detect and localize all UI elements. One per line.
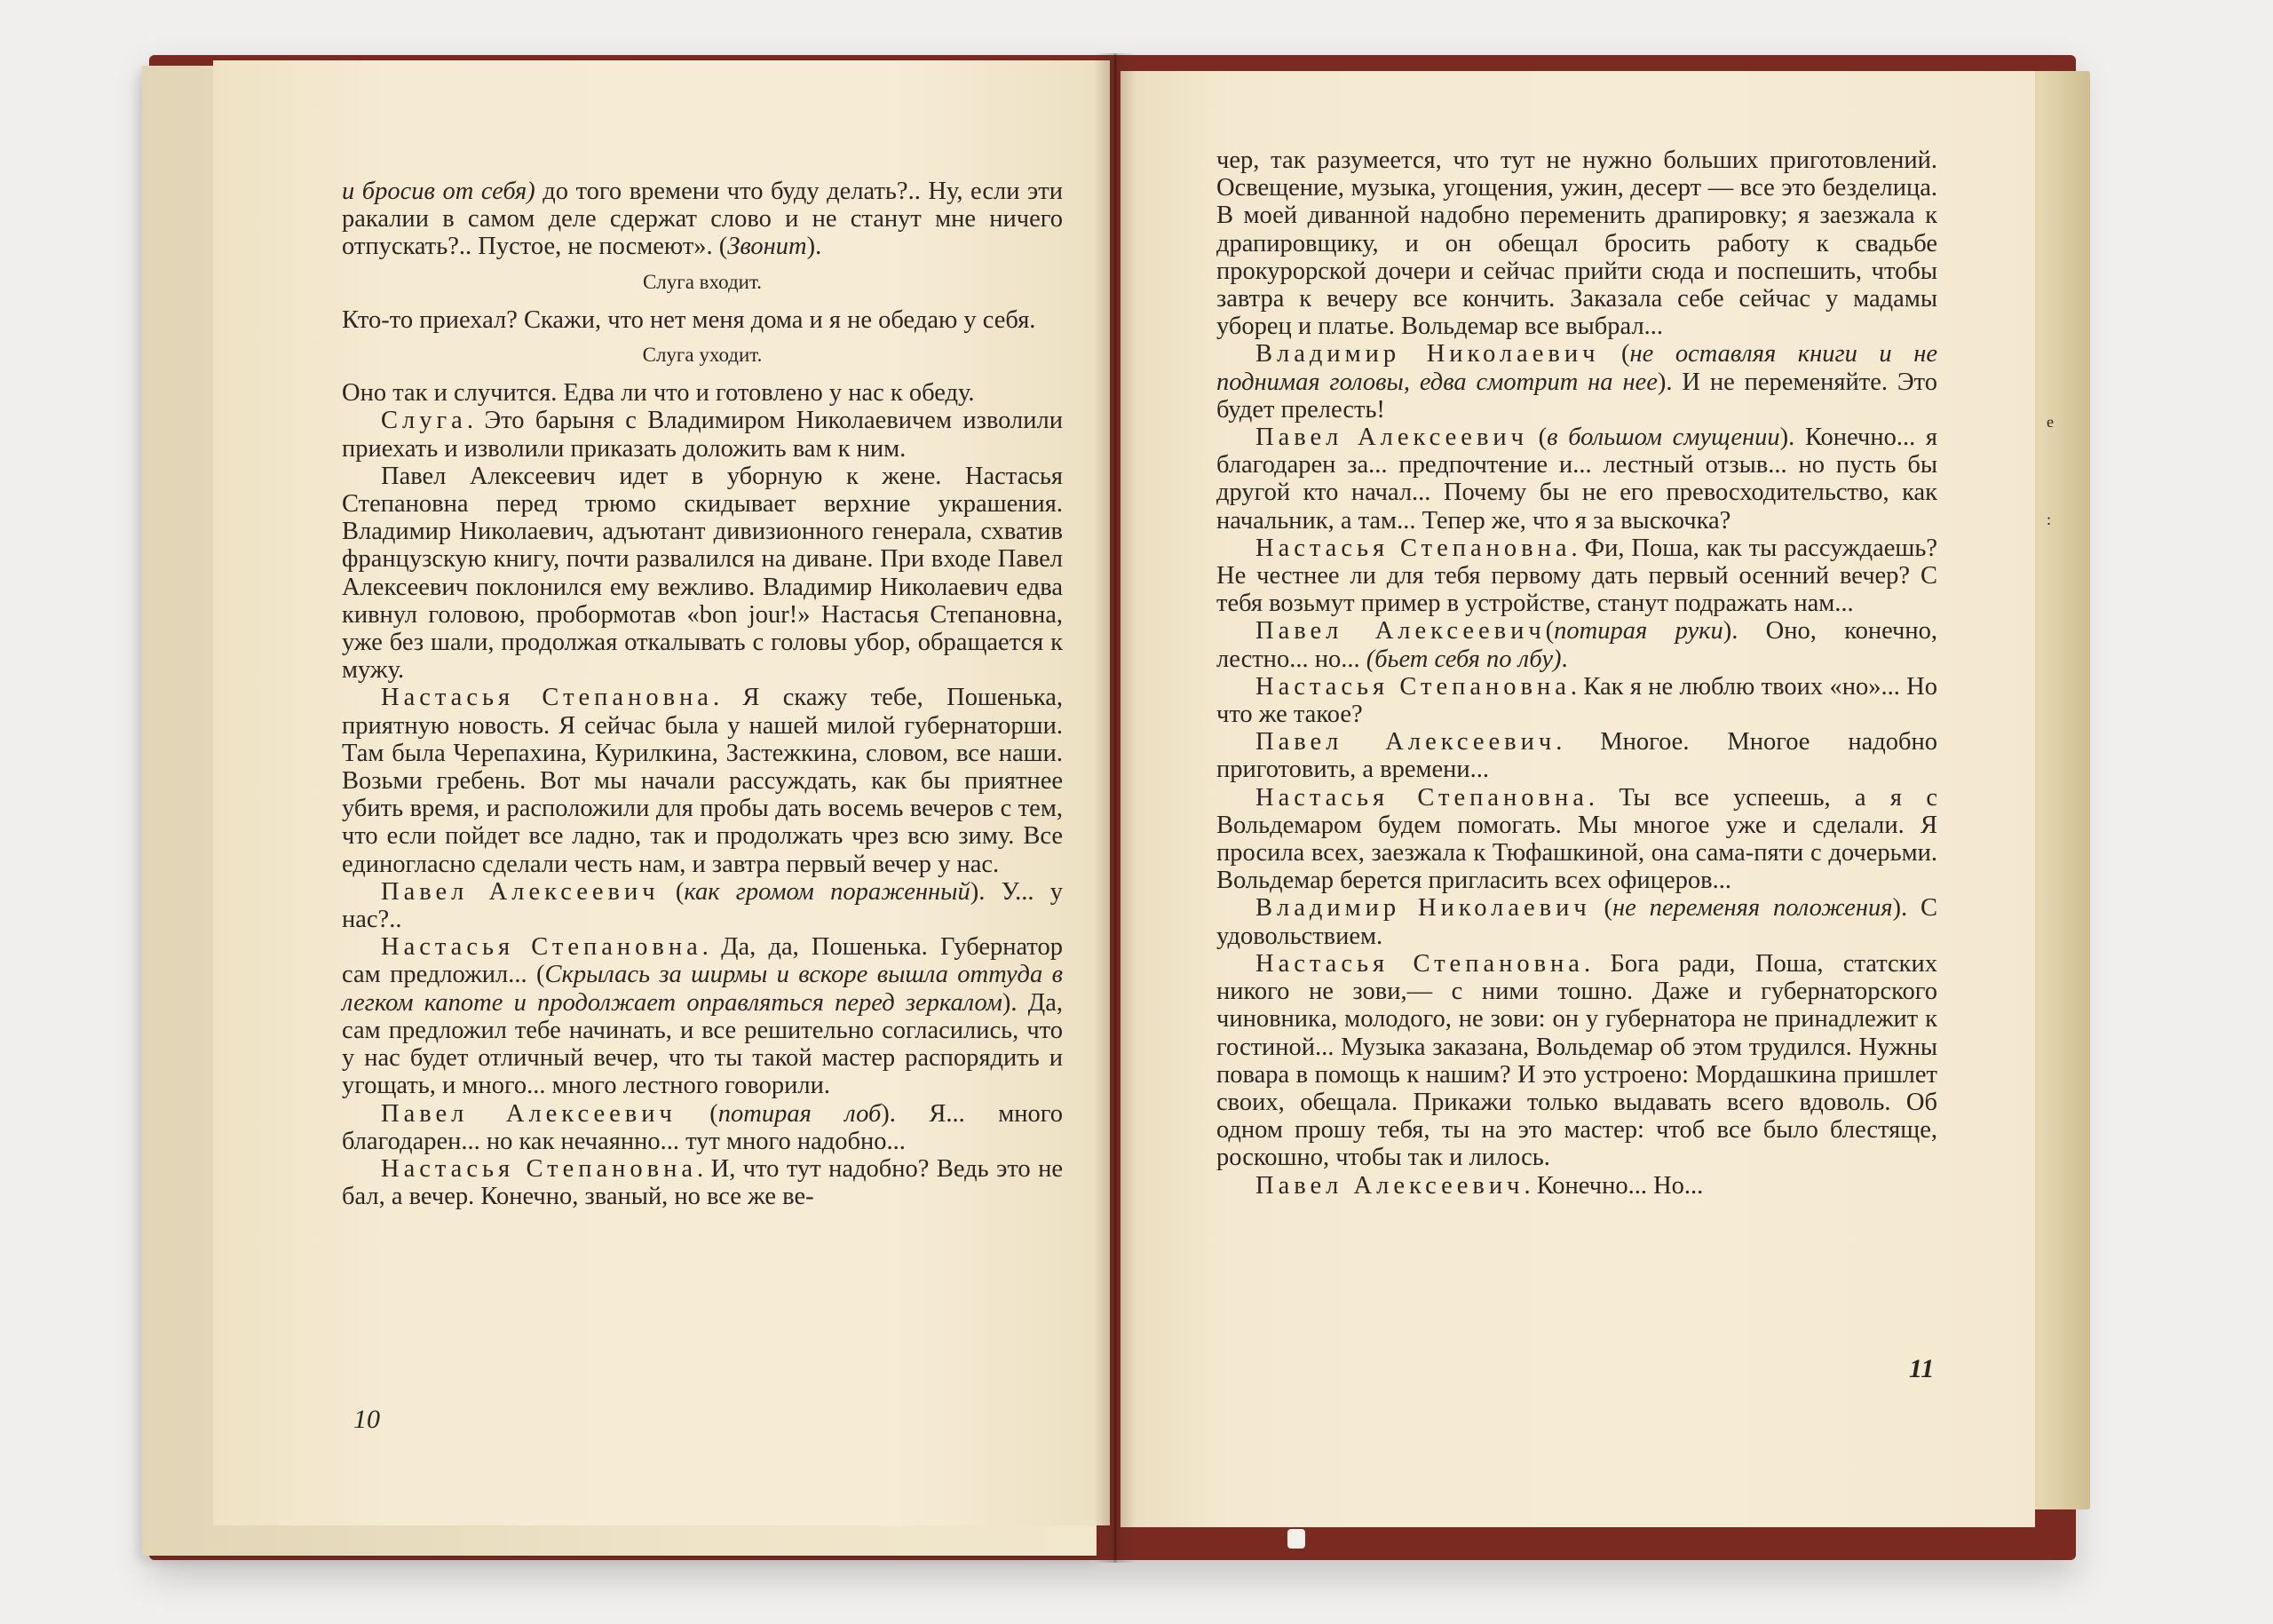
stage-direction: Слуга входит. [642, 270, 763, 293]
bookmark-ribbon [1287, 1529, 1305, 1549]
speaker-name: Настасья Степановна [1255, 672, 1571, 701]
stage-remark: как громом пораженный [684, 877, 970, 906]
text-run: чер, так разумеется, что тут не нужно больших приготовлений. Освещение, музыка, угощения, ужин, десерт — все это безделица. В моей диванной надобно переменить драпировку; я заезжала к драпировщику, и он обещал бросить работу к свадьбе прокурорской дочери и сейчас прийти сюда и поспешить, чтобы завтра к вечеру все кончить. Заказала себе сейчас у мадамы уборец и платье. Вольдемар все выбрал... [1216, 147, 1937, 341]
speaker-name: Владимир Николаевич [1255, 340, 1600, 368]
text-run: ). Да, сам предложил тебе начинать, и все решительно согласились, что у нас будет отличный вечер, что ты такой мастер распорядить и угощать, и много... много лестного говорили. [342, 988, 1063, 1100]
speaker-name: Слуга [381, 407, 467, 435]
side-mark: : [2047, 511, 2052, 528]
text-paragraph [342, 379, 1063, 407]
text-paragraph [342, 933, 1063, 1099]
text-run: ( [1590, 894, 1612, 923]
text-paragraph [342, 463, 1063, 685]
text-paragraph [1216, 728, 1937, 783]
stage-remark: и бросив от себя) [342, 178, 535, 205]
speaker-name: Павел Алексеевич [381, 1099, 677, 1128]
text-run: . Это барыня с Владимиром Николаевичем изволили приехать и изволили приказать доложить вам к ним. [342, 407, 1063, 463]
text-paragraph [1216, 535, 1937, 618]
text-run: ). [806, 233, 822, 261]
text-run: . Ты все успеешь, а я с Вольдемаром будем помогать. Мы многое уже и сделали. Я просила всех, заезжала к Тюфашкиной, она сама-пяти с дочерьми. Вольдемар берется пригласить всех офицеров... [1216, 783, 1937, 895]
text-run: ( [676, 1099, 718, 1128]
stage-remark: не оставляя книги и не поднимая головы, едва смотрит на нее [1216, 340, 1937, 396]
text-paragraph [1216, 894, 1937, 949]
speaker-name: Настасья Степановна [381, 1154, 698, 1183]
text-paragraph [1216, 950, 1937, 1172]
text-paragraph [1216, 617, 1937, 672]
speaker-name: Павел Алексеевич [1255, 617, 1546, 646]
book-gutter [1094, 53, 1136, 1563]
speaker-name: Настасья Степановна [1255, 534, 1572, 562]
text-paragraph [342, 1100, 1063, 1155]
text-run: ). У... у нас?.. [342, 877, 1063, 934]
stage-remark: (бьет себя по лбу) [1366, 645, 1562, 673]
text-paragraph [1216, 340, 1937, 424]
text-run: ). С удовольствием. [1216, 894, 1937, 950]
stage-remark: потирая руки [1554, 617, 1723, 646]
text-paragraph [1216, 147, 1937, 340]
speaker-name: Павел Алексеевич [381, 877, 660, 906]
text-paragraph [342, 178, 1063, 261]
speaker-name: Павел Алексеевич [1255, 728, 1556, 757]
right-page-text [1216, 147, 1937, 1200]
stage-remark: не переменяя положения [1612, 894, 1893, 923]
text-run: . Я скажу тебе, Пошенька, приятную новость. Я сейчас была у нашей милой губернаторши. Там была Черепахина, Курилкина, Застежкина, словом, все наши. Возьми гребень. Вот мы начали рассуждать, как бы приятнее убить время, и расположили для пробы дать восемь вечеров с тем, что если пойдет все ладно, так и продолжать чрез всю зиму. Все единогласно сделали честь нам, и завтра первый вечер у нас. [342, 684, 1063, 878]
page-number-right: 11 [1909, 1354, 1935, 1383]
text-run: . Бога ради, Поша, статских никого не зови,— с ними тошно. Даже и губернаторского чиновника, молодого, не зови: он у губернатора не принадлежит к гостиной... Музыка заказана, Вольдемар об этом трудился. Нужны повара в помощь к нашим? И это устроено: Мордашкина пришлет своих, обещала. Прикажи только выдавать всего вдоволь. Об одном прошу тебя, ты на это мастер: чтоб все было блестяще, роскошно, чтобы так и лилось. [1216, 949, 1938, 1172]
side-mark: е [2047, 413, 2054, 431]
speaker-name: Настасья Степановна [381, 684, 713, 712]
text-paragraph [1216, 1172, 1937, 1200]
text-run: . Фи, Поша, как ты рассуждаешь? Не честнее ли для тебя первому дать первый осенний вечер? С тебя возьмут пример в устройстве, станут подражать нам... [1216, 534, 1937, 618]
text-run: Павел Алексеевич идет в уборную к жене. Настасья Степановна перед трюмо скидывает верхние украшения. Владимир Николаевич, адъютант дивизионного генерала, схватив французскую книгу, почти развалился на диване. При входе Павел Алексеевич поклонился ему вежливо. Владимир Николаевич едва кивнул головою, пробормотав «bon jour!» Настасья Степановна, уже без шали, продолжая откалывать с головы убор, обращается к мужу. [342, 462, 1063, 685]
text-paragraph [342, 878, 1063, 933]
text-run: . Да, да, Пошенька. Губернатор сам предложил... ( [342, 933, 1064, 989]
text-paragraph [1216, 784, 1937, 895]
text-run: . Многое. Многое надобно приготовить, а времени... [1216, 728, 1937, 784]
text-paragraph [1216, 673, 1937, 728]
text-run: . [1561, 645, 1568, 673]
text-run: ( [1528, 424, 1548, 452]
text-paragraph [342, 306, 1063, 334]
text-run: до того времени что буду делать?.. Ну, если эти ракалии в самом деле сдержат слово и не станут мне ничего отпускать?.. Пустое, не посмеют». ( [342, 178, 1063, 261]
speaker-name: Настасья Степановна [1255, 783, 1588, 812]
text-run: ). Я... много благодарен... но как нечаянно... тут много надобно... [342, 1099, 1063, 1155]
speaker-name: Владимир Николаевич [1255, 894, 1591, 923]
text-run: ). Оно, конечно, лестно... но... [1216, 617, 1938, 673]
stage-direction: Слуга уходит. [642, 344, 763, 367]
text-run: . И, что тут надобно? Ведь это не бал, а вечер. Конечно, званый, но все же ве- [342, 1154, 1064, 1211]
stage-remark: Скрылась за ширмы и вскоре вышла оттуда в легком капоте и продолжает оправляться перед зеркалом [342, 961, 1063, 1017]
speaker-name: Настасья Степановна [381, 933, 702, 962]
stage-remark: в большом смущении [1547, 424, 1780, 452]
stage-remark: потирая лоб [717, 1099, 882, 1128]
speaker-name: Настасья Степановна [1255, 949, 1584, 978]
text-paragraph [342, 1155, 1063, 1210]
text-run: . Как я не люблю твоих «но»... Но что же такое? [1216, 672, 1937, 729]
speaker-name: Павел Алексеевич [1255, 424, 1528, 452]
text-paragraph [1216, 424, 1937, 535]
text-run: ( [1545, 617, 1555, 646]
text-paragraph [342, 407, 1063, 462]
text-run: Кто-то приехал? Скажи, что нет меня дома и я не обедаю у себя. [342, 305, 1036, 334]
side-marks [2047, 373, 2054, 568]
left-page-text [342, 178, 1063, 1210]
text-run: ). Конечно... я благодарен за... предпочтение и... лестный отзыв... но пусть бы другой кто начал... Почему бы не его превосходительство, как начальник, а там... Тепер же, что я за выскочка? [1216, 424, 1937, 535]
page-number-left: 10 [353, 1405, 380, 1434]
text-paragraph [342, 684, 1063, 877]
speaker-name: Павел Алексеевич [1255, 1171, 1525, 1200]
text-run: . Конечно... Но... [1524, 1171, 1704, 1200]
text-run: ( [1599, 340, 1630, 368]
text-run: ( [659, 877, 685, 906]
stage-remark: Звонит [727, 233, 807, 261]
text-run: ). И не переменяйте. Это будет прелесть! [1216, 368, 1937, 424]
text-run: Оно так и случится. Едва ли что и готовлено у нас к обеду. [342, 379, 975, 408]
